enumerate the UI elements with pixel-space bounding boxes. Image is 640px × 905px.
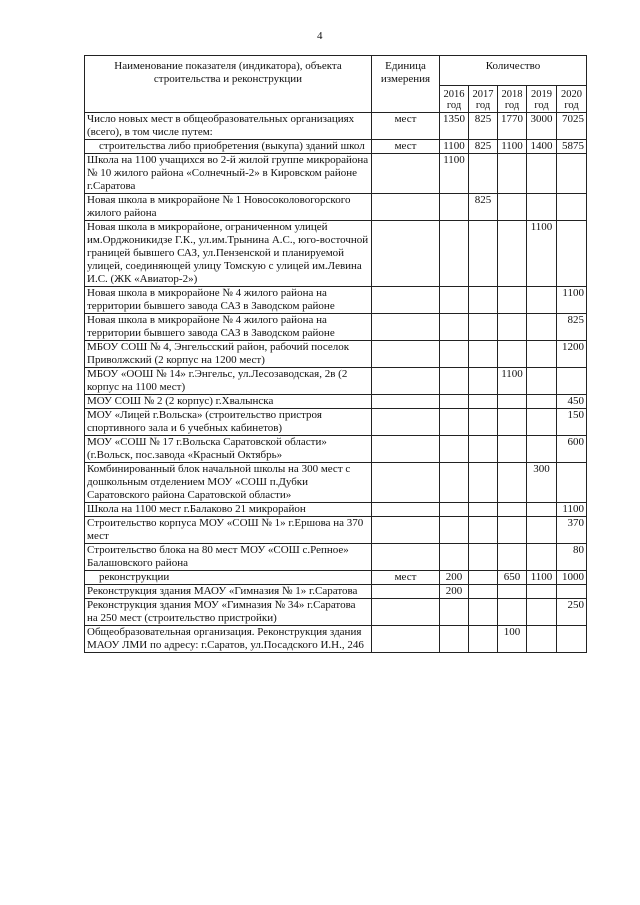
row-value: 1200 xyxy=(557,341,587,368)
table-row xyxy=(85,221,587,287)
row-value: 250 xyxy=(557,599,587,626)
row-value xyxy=(469,436,498,463)
row-value xyxy=(527,544,557,571)
row-value xyxy=(440,287,469,314)
table-row xyxy=(85,314,587,341)
row-value: 450 xyxy=(557,395,587,409)
row-label: Школа на 1100 мест г.Балаково 21 микрорайон xyxy=(85,503,372,517)
row-label: Реконструкция здания МОУ «Гимназия № 34» г.Саратова на 250 мест (строительство пристройки) xyxy=(85,599,372,626)
row-value xyxy=(498,599,527,626)
row-value xyxy=(440,544,469,571)
indicator-table xyxy=(84,55,587,653)
row-value xyxy=(469,221,498,287)
row-unit xyxy=(372,395,440,409)
row-value xyxy=(469,395,498,409)
row-value: 1770 xyxy=(498,113,527,140)
row-value xyxy=(527,409,557,436)
row-label: МБОУ «ООШ № 14» г.Энгельс, ул.Лесозаводская, 2в (2 корпус на 1100 мест) xyxy=(85,368,372,395)
table-row xyxy=(85,599,587,626)
row-value xyxy=(527,436,557,463)
row-value xyxy=(469,599,498,626)
table-row xyxy=(85,395,587,409)
row-value xyxy=(498,585,527,599)
row-unit xyxy=(372,287,440,314)
year-header: 2020 год xyxy=(557,86,587,113)
row-value xyxy=(440,368,469,395)
row-unit xyxy=(372,194,440,221)
row-label: Реконструкция здания МАОУ «Гимназия № 1» г.Саратова xyxy=(85,585,372,599)
row-value xyxy=(527,314,557,341)
table-row xyxy=(85,154,587,194)
row-value xyxy=(557,463,587,503)
row-value xyxy=(469,517,498,544)
row-value xyxy=(557,154,587,194)
row-unit xyxy=(372,314,440,341)
row-value: 3000 xyxy=(527,113,557,140)
row-value: 300 xyxy=(527,463,557,503)
row-label: МОУ «СОШ № 17 г.Вольска Саратовской области» (г.Вольск, пос.завода «Красный Октябрь» xyxy=(85,436,372,463)
row-value xyxy=(469,409,498,436)
row-unit xyxy=(372,517,440,544)
row-value xyxy=(527,517,557,544)
row-unit xyxy=(372,341,440,368)
row-value xyxy=(527,395,557,409)
row-value xyxy=(498,287,527,314)
row-value xyxy=(498,517,527,544)
table-row xyxy=(85,140,587,154)
row-unit xyxy=(372,409,440,436)
table-body xyxy=(85,113,587,653)
row-label: Строительство корпуса МОУ «СОШ № 1» г.Ершова на 370 мест xyxy=(85,517,372,544)
row-value xyxy=(498,503,527,517)
table-row xyxy=(85,585,587,599)
row-value xyxy=(469,287,498,314)
row-value xyxy=(440,503,469,517)
table-row xyxy=(85,194,587,221)
row-unit: мест xyxy=(372,140,440,154)
row-label: Новая школа в микрорайоне № 4 жилого района на территории бывшего завода САЗ в Заводском районе xyxy=(85,314,372,341)
row-label: МОУ СОШ № 2 (2 корпус) г.Хвалынска xyxy=(85,395,372,409)
row-value xyxy=(469,503,498,517)
row-value: 100 xyxy=(498,626,527,653)
row-value xyxy=(440,395,469,409)
row-value: 1100 xyxy=(557,287,587,314)
row-value xyxy=(527,368,557,395)
row-value xyxy=(557,221,587,287)
row-value xyxy=(557,626,587,653)
row-value: 370 xyxy=(557,517,587,544)
row-value xyxy=(527,287,557,314)
row-unit xyxy=(372,503,440,517)
row-label: Новая школа в микрорайоне, ограниченном улицей им.Орджоникидзе Г.К., ул.им.Трынина А.С., юго-восточной границей бывшего САЗ, ул.Пензенской и планируемой улицей, соединяющей улицу Томскую с улицей им.Левина И.С. (ЖК «Авиатор-2») xyxy=(85,221,372,287)
row-value xyxy=(498,341,527,368)
row-label: Новая школа в микрорайоне № 4 жилого района на территории бывшего завода САЗ в Заводском районе xyxy=(85,287,372,314)
row-value: 1100 xyxy=(440,154,469,194)
row-value: 600 xyxy=(557,436,587,463)
row-value xyxy=(498,314,527,341)
row-value: 1350 xyxy=(440,113,469,140)
row-unit xyxy=(372,436,440,463)
row-value: 150 xyxy=(557,409,587,436)
row-value: 80 xyxy=(557,544,587,571)
row-unit xyxy=(372,544,440,571)
column-header-name: Наименование показателя (индикатора), объекта строительства и реконструкции xyxy=(85,56,372,113)
row-unit xyxy=(372,221,440,287)
row-value: 1100 xyxy=(498,368,527,395)
table-row xyxy=(85,436,587,463)
row-value xyxy=(440,194,469,221)
row-value xyxy=(527,626,557,653)
row-value xyxy=(527,585,557,599)
row-unit xyxy=(372,463,440,503)
column-header-quantity: Количество xyxy=(440,56,587,86)
row-value: 1100 xyxy=(498,140,527,154)
row-value xyxy=(498,395,527,409)
table-row xyxy=(85,626,587,653)
column-header-unit: Единица измерения xyxy=(372,56,440,113)
row-value xyxy=(498,221,527,287)
row-value xyxy=(440,463,469,503)
table-row xyxy=(85,368,587,395)
row-value xyxy=(469,571,498,585)
table-row xyxy=(85,409,587,436)
row-value: 200 xyxy=(440,571,469,585)
row-value xyxy=(498,463,527,503)
row-value xyxy=(498,154,527,194)
row-value: 1100 xyxy=(527,221,557,287)
row-value xyxy=(440,599,469,626)
row-value: 825 xyxy=(469,113,498,140)
table-row xyxy=(85,287,587,314)
row-value xyxy=(498,194,527,221)
row-value: 1000 xyxy=(557,571,587,585)
row-value xyxy=(440,409,469,436)
row-value: 1100 xyxy=(557,503,587,517)
row-value xyxy=(469,341,498,368)
table-row xyxy=(85,463,587,503)
row-value: 825 xyxy=(469,140,498,154)
row-value xyxy=(527,599,557,626)
row-value: 7025 xyxy=(557,113,587,140)
row-value: 650 xyxy=(498,571,527,585)
row-value: 1100 xyxy=(440,140,469,154)
row-label: МОУ «Лицей г.Вольска» (строительство пристроя спортивного зала и 6 учебных кабинетов) xyxy=(85,409,372,436)
row-value xyxy=(469,585,498,599)
row-value xyxy=(557,368,587,395)
row-value xyxy=(440,314,469,341)
row-value: 1400 xyxy=(527,140,557,154)
row-label: Общеобразовательная организация. Реконструкция здания МАОУ ЛМИ по адресу: г.Саратов, ул.Посадского И.Н., 246 xyxy=(85,626,372,653)
row-label: реконструкции xyxy=(85,571,372,585)
row-value xyxy=(440,436,469,463)
row-value: 200 xyxy=(440,585,469,599)
row-value: 1100 xyxy=(527,571,557,585)
row-label: строительства либо приобретения (выкупа) зданий школ xyxy=(85,140,372,154)
row-value xyxy=(440,626,469,653)
page-number: 4 xyxy=(317,30,323,42)
table-row xyxy=(85,517,587,544)
table-row xyxy=(85,503,587,517)
row-unit: мест xyxy=(372,113,440,140)
row-unit xyxy=(372,368,440,395)
year-header: 2018 год xyxy=(498,86,527,113)
row-value xyxy=(440,341,469,368)
year-header: 2016 год xyxy=(440,86,469,113)
row-unit xyxy=(372,599,440,626)
row-label: Число новых мест в общеобразовательных организациях (всего), в том числе путем: xyxy=(85,113,372,140)
row-value: 825 xyxy=(557,314,587,341)
row-value xyxy=(527,341,557,368)
row-label: Строительство блока на 80 мест МОУ «СОШ с.Репное» Балашовского района xyxy=(85,544,372,571)
row-value xyxy=(469,544,498,571)
row-value xyxy=(469,154,498,194)
table-header-row xyxy=(85,56,587,86)
row-unit xyxy=(372,585,440,599)
table-row xyxy=(85,571,587,585)
row-value xyxy=(440,517,469,544)
row-value xyxy=(469,368,498,395)
table-row xyxy=(85,341,587,368)
year-header: 2019 год xyxy=(527,86,557,113)
row-value xyxy=(527,154,557,194)
year-header: 2017 год xyxy=(469,86,498,113)
row-value xyxy=(498,544,527,571)
row-unit xyxy=(372,626,440,653)
row-value xyxy=(440,221,469,287)
row-value xyxy=(469,626,498,653)
row-value xyxy=(557,585,587,599)
row-unit: мест xyxy=(372,571,440,585)
row-value xyxy=(469,463,498,503)
row-label: Школа на 1100 учащихся во 2-й жилой группе микрорайона № 10 жилого района «Солнечный-2» в Кировском районе г.Саратова xyxy=(85,154,372,194)
row-value xyxy=(498,436,527,463)
row-unit xyxy=(372,154,440,194)
row-label: Комбинированный блок начальной школы на 300 мест с дошкольным отделением МОУ «СОШ п.Дубки Саратовского района Саратовской области» xyxy=(85,463,372,503)
table-row xyxy=(85,113,587,140)
row-value: 5875 xyxy=(557,140,587,154)
row-value xyxy=(527,194,557,221)
row-value xyxy=(469,314,498,341)
row-value xyxy=(527,503,557,517)
row-value xyxy=(557,194,587,221)
row-value xyxy=(498,409,527,436)
row-label: Новая школа в микрорайоне № 1 Новосоколовогорского жилого района xyxy=(85,194,372,221)
row-label: МБОУ СОШ № 4, Энгельсский район, рабочий поселок Приволжский (2 корпус на 1200 мест) xyxy=(85,341,372,368)
table-row xyxy=(85,544,587,571)
row-value: 825 xyxy=(469,194,498,221)
